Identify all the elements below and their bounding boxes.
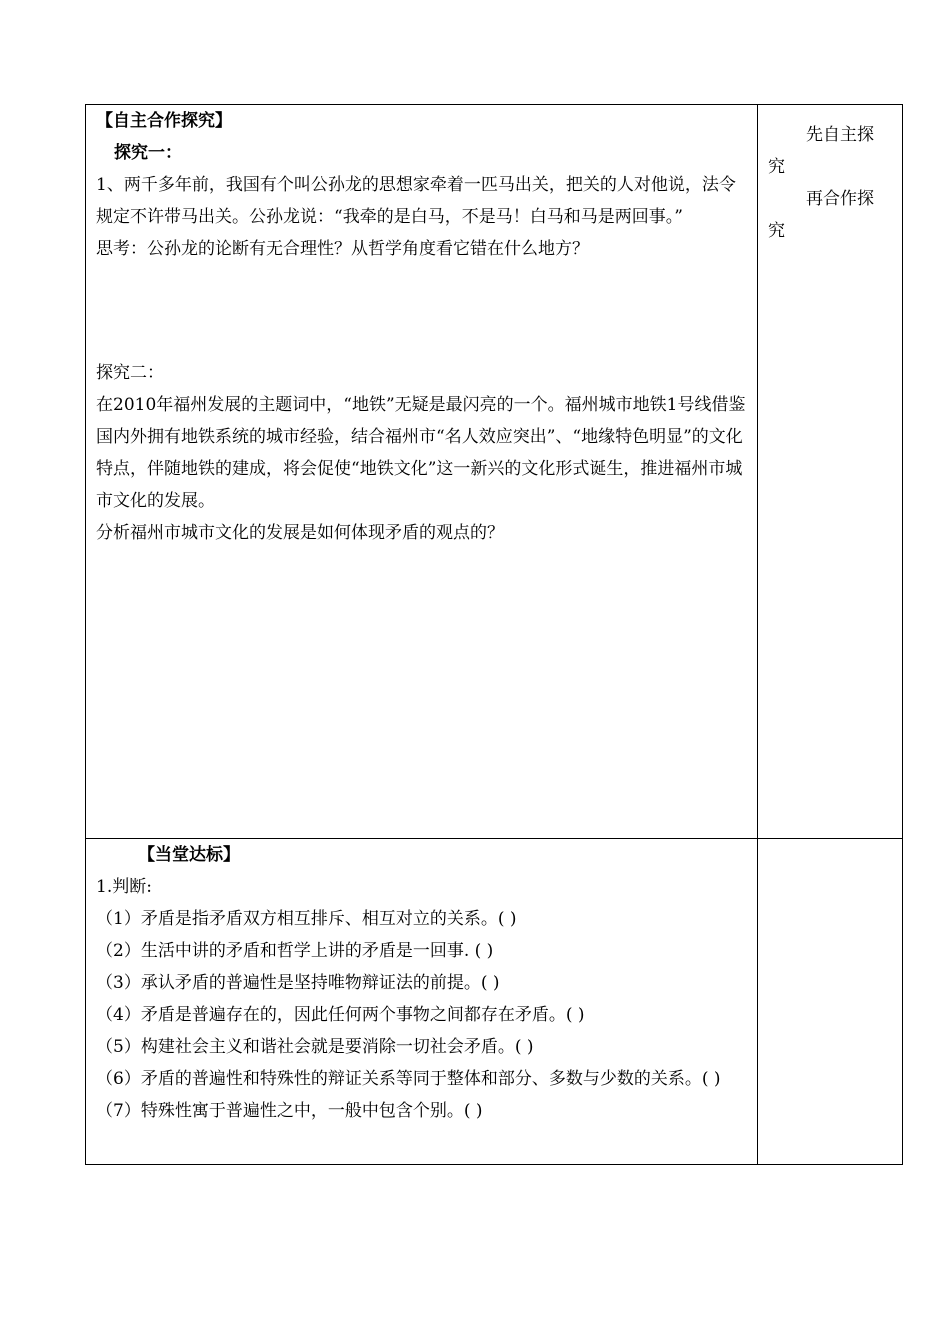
inquiry-cell [86,105,758,839]
judgment-item: （6）矛盾的普遍性和特殊性的辩证关系等同于整体和部分、多数与少数的关系。( ) [96,1069,721,1089]
inquiry2-question: 分析福州市城市文化的发展是如何体现矛盾的观点的？ [96,523,504,543]
judgment-item: （1）矛盾是指矛盾双方相互排斥、相互对立的关系。( ) [96,909,517,929]
section-heading-inquiry: 【自主合作探究】 [96,111,232,131]
judgment-item: （3）承认矛盾的普遍性是坚持唯物辩证法的前提。( ) [96,973,500,993]
practice-subheading: 1.判断: [96,877,152,897]
side-note-line2: 究 [768,157,785,177]
practice-side-cell [758,839,903,1165]
inquiry-row [86,105,903,839]
judgment-item: （5）构建社会主义和谐社会就是要消除一切社会矛盾。( ) [96,1037,534,1057]
worksheet-table [85,104,903,1165]
answer-space-1 [96,265,747,357]
inquiry1-text: 1、两千多年前，我国有个叫公孙龙的思想家牵着一匹马出关，把关的人对他说，法令规定不许带马出关。公孙龙说：“我牵的是白马，不是马！白马和马是两回事。” [96,175,736,227]
inquiry1-title: 探究一： [114,143,182,163]
side-note-line4: 究 [768,221,785,241]
practice-cell [86,839,758,1165]
inquiry2-text: 在2010年福州发展的主题词中，“地铁”无疑是最闪亮的一个。福州城市地铁1号线借鉴国内外拥有地铁系统的城市经验，结合福州市“名人效应突出”、“地缘特色明显”的文化特点，伴随地铁的建成，将会促使“地铁文化”这一新兴的文化形式诞生，推进福州市城市文化的发展。 [96,395,746,511]
judgment-item: （2）生活中讲的矛盾和哲学上讲的矛盾是一回事. ( ) [96,941,494,961]
inquiry2-title: 探究二： [96,363,164,383]
side-note-line1: 先自主探 [806,125,874,145]
practice-row [86,839,903,1165]
judgment-item: （4）矛盾是普遍存在的，因此任何两个事物之间都存在矛盾。( ) [96,1005,585,1025]
judgment-item: （7）特殊性寓于普遍性之中，一般中包含个别。( ) [96,1101,483,1121]
side-note-line3: 再合作探 [806,189,874,209]
side-note-cell [758,105,903,839]
inquiry1-question: 思考：公孙龙的论断有无合理性？从哲学角度看它错在什么地方？ [96,239,589,259]
section-heading-practice: 【当堂达标】 [138,845,240,865]
